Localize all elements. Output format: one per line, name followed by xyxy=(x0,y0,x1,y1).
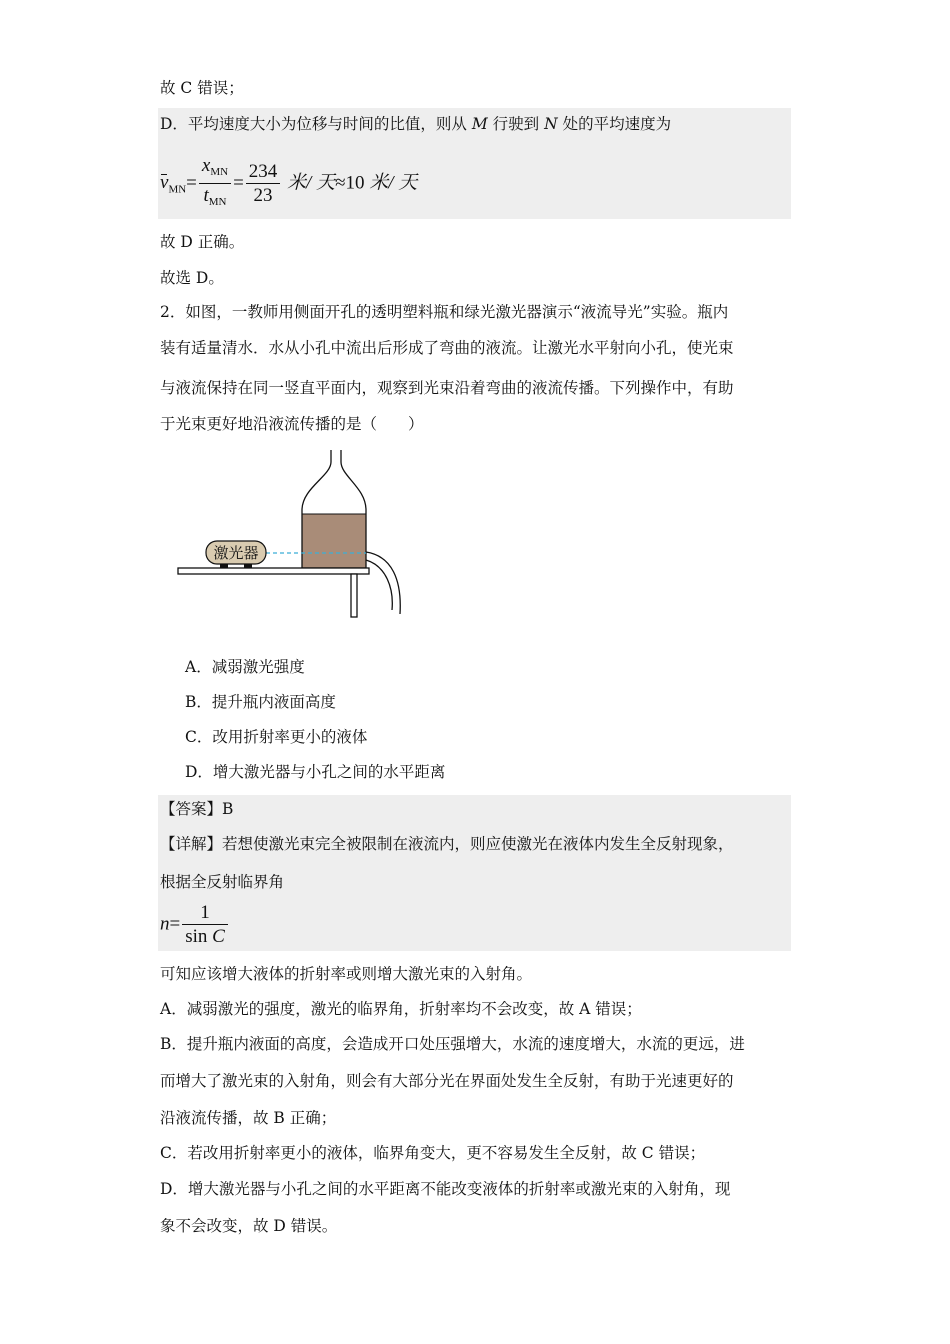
fraction-numerator xyxy=(199,156,231,184)
text-span: 行驶到 xyxy=(487,115,545,133)
table-top xyxy=(178,568,369,574)
answer-line: 【答案】B xyxy=(160,800,234,818)
explanation-line: 沿液流传播，故 B 正确； xyxy=(160,1109,337,1127)
explanation-line: D．增大激光器与小孔之间的水平距离不能改变液体的折射率或激光束的入射角，现 xyxy=(160,1180,731,1198)
detail-line: 根据全反射临界角 xyxy=(160,873,285,891)
critical-angle-formula xyxy=(160,903,230,947)
fraction-numerator: 1 xyxy=(182,903,228,925)
fraction-denominator xyxy=(182,925,228,947)
t-symbol: t xyxy=(203,185,209,206)
point-m: M xyxy=(471,115,488,133)
fraction-denominator: 23 xyxy=(253,185,273,206)
unit-text: 米/ 天 xyxy=(287,172,336,194)
explanation-line: 象不会改变，故 D 错误。 xyxy=(160,1217,338,1235)
question-text: 2．如图，一教师用侧面开孔的透明塑料瓶和绿光激光器演示“液流导光”实验。瓶内 xyxy=(160,303,729,321)
n-symbol: n xyxy=(160,913,170,935)
explanation-line: C．若改用折射率更小的液体，临界角变大，更不容易发生全反射，故 C 错误； xyxy=(160,1144,706,1162)
x-subscript: MN xyxy=(210,166,229,178)
fraction-values xyxy=(246,162,281,206)
text-line: 故 D 正确。 xyxy=(160,233,245,251)
fraction-numerator: 234 xyxy=(246,162,281,184)
equals-sign: = xyxy=(233,172,244,194)
explanation-line: B．提升瓶内液面的高度，会造成开口处压强增大，水流的速度增大，水流的更远，进 xyxy=(160,1035,745,1053)
explanation-line: A．减弱激光的强度，激光的临界角，折射率均不会改变，故 A 错误； xyxy=(160,1000,642,1018)
text-line: 故 C 错误； xyxy=(160,79,244,97)
equals-sign: = xyxy=(169,913,181,935)
c-symbol: C xyxy=(212,926,225,947)
text-span: D．平均速度大小为位移与时间的比值，则从 xyxy=(160,115,472,133)
option-c: C．改用折射率更小的液体 xyxy=(185,728,368,746)
equals-sign: = xyxy=(186,172,197,194)
option-d: D．增大激光器与小孔之间的水平距离 xyxy=(185,763,446,781)
fraction-x-over-t xyxy=(199,156,231,212)
option-d-statement xyxy=(160,112,671,136)
average-velocity-formula xyxy=(160,156,417,212)
explanation-line: 而增大了激光束的入射角，则会有大部分光在界面处发生全反射，有助于光速更好的 xyxy=(160,1072,734,1090)
detail-line: 【详解】若想使激光束完全被限制在液流内，则应使激光在液体内发生全反射现象， xyxy=(160,835,734,853)
unit-text: 米/ 天 xyxy=(369,172,418,194)
question-text: 于光束更好地沿液流传播的是（ ） xyxy=(160,415,424,433)
fraction-denominator xyxy=(199,184,231,212)
v-subscript: MN xyxy=(168,183,187,196)
v-symbol: v xyxy=(160,172,169,194)
option-a: A．减弱激光强度 xyxy=(185,658,305,676)
text-line: 故选 D。 xyxy=(160,269,224,287)
approx-value: ≈10 xyxy=(335,172,370,194)
explanation-line: 可知应该增大液体的折射率或则增大激光束的入射角。 xyxy=(160,965,533,983)
question-text: 与液流保持在同一竖直平面内，观察到光束沿着弯曲的液流传播。下列操作中，有助 xyxy=(160,379,734,397)
question-text: 装有适量清水．水从小孔中流出后形成了弯曲的液流。让激光水平射向小孔，使光束 xyxy=(160,339,734,357)
laser-label: 激光器 xyxy=(213,544,259,562)
fraction-one-over-sinc xyxy=(182,903,228,947)
option-b: B．提升瓶内液面高度 xyxy=(185,693,336,711)
point-n: N xyxy=(544,115,558,133)
experiment-figure xyxy=(170,448,430,628)
water-stream xyxy=(366,560,392,610)
sin-text: sin xyxy=(185,926,208,947)
t-subscript: MN xyxy=(208,196,227,208)
table-leg xyxy=(351,574,357,617)
x-symbol: x xyxy=(201,155,211,176)
bottle-water xyxy=(302,514,366,568)
text-span: 处的平均速度为 xyxy=(557,115,672,133)
